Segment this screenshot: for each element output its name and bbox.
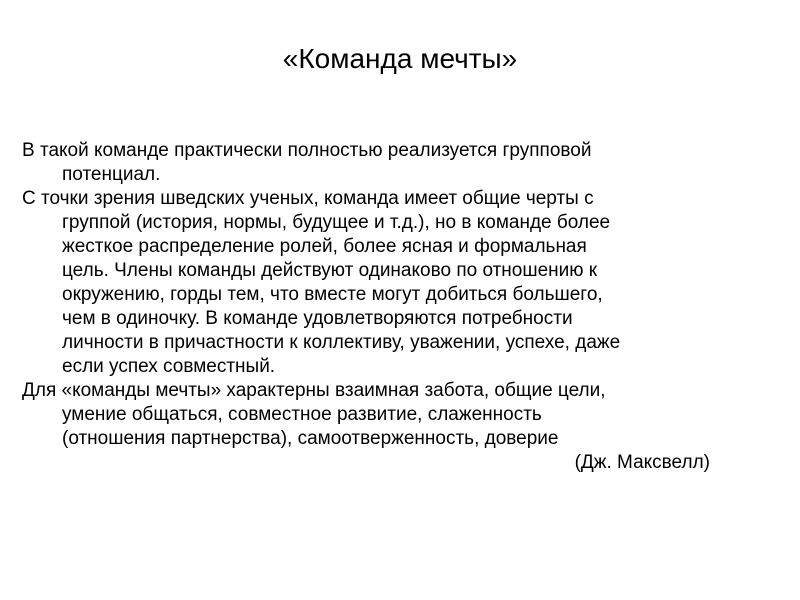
paragraph-team-potential: В такой команде практически полностью реализуется групповой потенциал. bbox=[22, 140, 592, 185]
paragraph-dream-team-traits: Для «команды мечты» характерны взаимная забота, общие цели, умение общаться, совместное развитие, слаженность (отношения партнерства), самоотверженность, доверие bbox=[22, 380, 606, 449]
slide-title: «Команда мечты» bbox=[282, 43, 518, 74]
slide-body bbox=[22, 139, 742, 475]
paragraph-swedish-scientists: С точки зрения шведских ученых, команда имеет общие черты с группой (история, нормы, будущее и т.д.), но в команде более жесткое распределение ролей, более ясная и формальная цель. Члены команды действуют одинаково по отношению к окружению, горды тем, что вместе могут добиться большего, чем в одиночку. В команде удовлетворяются потребности личности в причастности к коллективу, уважении, успехе, даже если успех совместный. bbox=[22, 188, 621, 377]
quote-attribution: (Дж. Максвелл) bbox=[574, 452, 710, 473]
